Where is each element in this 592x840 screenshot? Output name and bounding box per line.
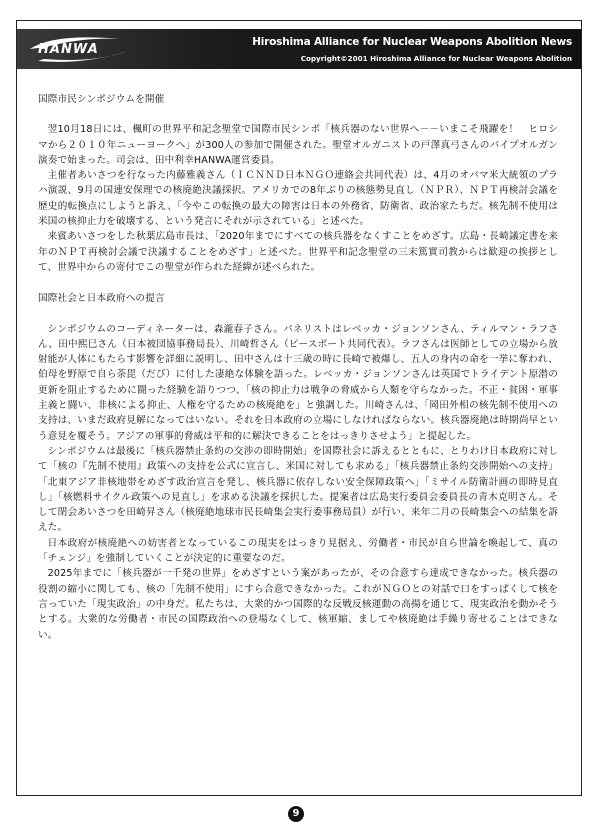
section-heading: 国際社会と日本政府への提言 — [38, 293, 165, 305]
paragraph: シンポジウムのコーディネーターは、森瀧春子さん。パネリストはレベッカ・ジョンソンさん、ティルマン・ラフさん、田中熙巳さん（日本被団協事務局長）、川崎哲さん（ピースボート共同代表）。ラフさんは医師としての立場から放射能が人体にもたらす影響を詳細に説明し、田中さんは十三歳の時に長崎で被爆し、五人の身内の命を一挙に奪われ、伯母を野原で自ら荼毘（だび）に付した凄絶な体験を語った。レベッカ・ジョンソンさんは英国でトライデント原潜の更新を阻止するために闘った経験を語りつつ、「核の抑止力は戦争の脅威から人類を守らなかった。不正・貧困・軍事主義と闘い、非核による抑止、人権を守るための核廃絶を」と強調した。川崎さんは、「岡田外相の核先制不使用への支持は、いまだ政府見解になってはいない。それを日本政府の立場にしなければならない。核兵器廃絶は時期尚早という意見を覆そう。アジアの軍事的脅威は平和的に解決できることをはっきりさせよう」と提起した。 — [38, 323, 558, 442]
copyright-line: Copyright©2001 Hiroshima Alliance for Nuclear Weapons Abolition — [300, 54, 572, 63]
page-number: 9 — [288, 806, 304, 822]
section-symposium — [38, 92, 558, 275]
section-heading: 国際市民シンポジウムを開催 — [38, 94, 165, 105]
paragraph: シンポジウムは最後に「核兵器禁止条約の交渉の即時開始」を国際社会に訴えるとともに、とりわけ日本政府に対して「核の『先制不使用』政策への支持を公式に宣言し、米国に対しても求める」「核兵器禁止条約交渉開始への支持」「北東アジア非核地帯をめざす政治宣言を発し、核兵器に依存しない安全保障政策へ」「ミサイル防衛計画の即時見直し」「核燃料サイクル政策への見直し」を求める決議を採択した。提案者は広島実行委員会委員長の青木克明さん。そして閉会あいさつを田崎昇さん（核廃絶地球市民長崎集会実行委事務局員）が行い、来年二月の長崎集会への結集を訴えた。 — [38, 445, 558, 534]
paragraph: 翌10月18日には、楓町の世界平和記念聖堂で国際市民シンポ「核兵器のない世界へ－－いまこそ飛躍を！ ヒロシマから２０１０年ニューヨークへ」が300人の参加で開催された。聖堂オルガニストの戸澤真弓さんのパイプオルガン演奏で始まった。司会は、田中利幸HANWA運営委員。 — [38, 124, 558, 166]
logo-text: HANWA — [38, 42, 99, 57]
section-proposals — [38, 291, 558, 643]
article-body — [38, 92, 558, 643]
paragraph: 2025年までに「核兵器が一千発の世界」をめざすという案があったが、その合意すら達成できなかった。核兵器の役割の縮小に関しても、核の「先制不使用」にすら合意できなかった。これがＮＧＯとの対話で口をすっぱくして核を言っていた「現実政治」の中身だ。私たちは、大衆的かつ国際的な反戦反核運動の高揚を通じて、現実政治を動かそうとする。大衆的な労働者・市民の国際政治への登場なくして、核軍縮、ましてや核廃絶は手繰り寄せることはできない。 — [38, 568, 558, 641]
newsletter-title: Hiroshima Alliance for Nuclear Weapons Abolition News — [252, 36, 572, 48]
paragraph: 日本政府が核廃絶への妨害者となっているこの現実をはっきり見据え、労働者・市民が自ら世論を喚起して、真の「チェンジ」を強制していくことが決定的に重要なのだ。 — [38, 537, 558, 565]
paragraph: 主催者あいさつを行なった内藤雅義さん（ＩＣＮＮＤ日本ＮＧＯ連絡会共同代表）は、4月のオバマ米大統領のプラハ演説、9月の国連安保理での核廃絶決議採択。アメリカでの8年ぶりの核態勢見直し（ＮＰＲ）、ＮＰＴ再検討会議を歴史的転換点にしようと訴え、「今やこの転換の最大の障害は日本の外務省、防衛省、政治家たちだ。核先制不使用は米国の核抑止力を破壊する、という発言にそれが示されている」と述べた。 — [38, 170, 558, 228]
paragraph: 来賓あいさつをした秋葉広島市長は、「2020年までにすべての核兵器をなくすことをめざす。広島・長崎議定書を来年のＮＰＴ再検討会議で決議することをめざす」と述べた。世界平和記念聖堂の三末篤實司教からは歓迎の挨拶として、世界中からの寄付でこの聖堂が作られた経緯が述べられた。 — [38, 231, 558, 273]
